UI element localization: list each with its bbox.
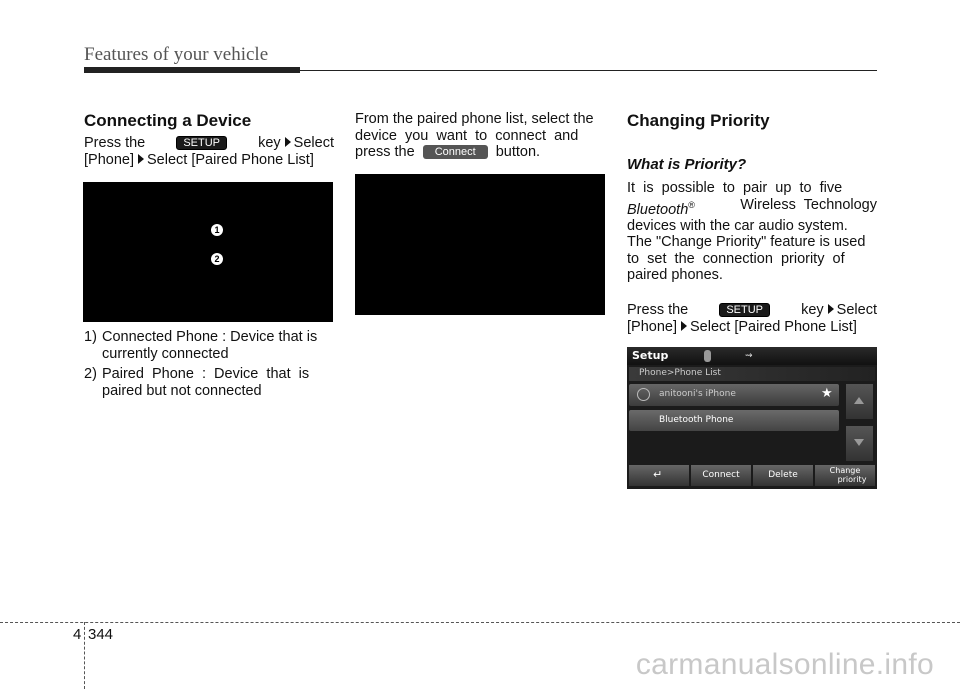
delete-button[interactable]: Delete bbox=[753, 465, 813, 486]
list-item-label: anitooni's iPhone bbox=[659, 389, 736, 399]
list-item-iphone[interactable] bbox=[629, 384, 839, 406]
setup-key-badge: SETUP bbox=[719, 303, 770, 317]
setup-key-badge: SETUP bbox=[176, 136, 227, 150]
connect-screen-image bbox=[355, 174, 605, 315]
list-item-bluetooth-phone[interactable] bbox=[629, 410, 839, 431]
callout-marker-2: 2 bbox=[211, 253, 223, 265]
watermark: carmanualsonline.info bbox=[635, 648, 934, 681]
connect-button[interactable]: Connect bbox=[691, 465, 751, 486]
arrow-right-icon bbox=[681, 321, 687, 331]
what-is-priority-subheading: What is Priority? bbox=[627, 156, 747, 173]
col1-instruction-line2: [Phone] Select [Paired Phone List] bbox=[84, 152, 314, 168]
header-rule-thin bbox=[300, 70, 877, 71]
usb-icon: ⇝ bbox=[745, 351, 753, 361]
list-item-label: Bluetooth Phone bbox=[659, 415, 734, 425]
breadcrumb: Phone>Phone List bbox=[639, 368, 721, 378]
col2-paragraph: From the paired phone list, select the device you want to connect and press the Connect button. bbox=[355, 111, 594, 160]
back-button[interactable] bbox=[629, 465, 689, 486]
setup-title: Setup bbox=[632, 349, 669, 362]
back-arrow-icon: ↵ bbox=[653, 468, 663, 481]
note-2: 2) Paired Phone : Device that is paired but not connected bbox=[84, 366, 310, 399]
setup-phone-list-screen bbox=[627, 347, 877, 489]
arrow-right-icon bbox=[285, 137, 291, 147]
setup-title-bar bbox=[627, 347, 877, 365]
arrow-right-icon bbox=[138, 154, 144, 164]
chevron-up-icon bbox=[854, 397, 864, 404]
header-rule-thick bbox=[84, 67, 300, 73]
scroll-up-button[interactable] bbox=[846, 384, 873, 419]
page-header-title: Features of your vehicle bbox=[84, 44, 269, 65]
changing-priority-heading: Changing Priority bbox=[627, 111, 770, 130]
connect-key-badge: Connect bbox=[423, 145, 488, 159]
play-icon bbox=[637, 388, 650, 401]
star-icon: ★ bbox=[821, 386, 833, 401]
chevron-down-icon bbox=[854, 439, 864, 446]
priority-paragraph: It is possible to pair up to five Bluetooth® Wireless Technology devices with the car audio system. The "Change Priority" feature is used to set the connection priority of paired phones. bbox=[627, 180, 877, 284]
connecting-heading: Connecting a Device bbox=[84, 111, 252, 130]
chapter-number: 4 bbox=[73, 626, 82, 643]
bluetooth-icon bbox=[704, 350, 711, 362]
footer-rule bbox=[0, 622, 960, 623]
breadcrumb-bar bbox=[629, 367, 875, 381]
page-number: 344 bbox=[88, 626, 114, 643]
arrow-right-icon bbox=[828, 304, 834, 314]
change-priority-button[interactable]: Change priority bbox=[815, 465, 875, 486]
footer-separator bbox=[84, 622, 85, 689]
scroll-down-button[interactable] bbox=[846, 426, 873, 461]
phone-list-screen-image bbox=[83, 182, 333, 322]
col1-instruction-line1: Press the SETUP key Select bbox=[84, 135, 334, 151]
col3-instruction-line2: [Phone] Select [Paired Phone List] bbox=[627, 319, 857, 335]
callout-marker-1: 1 bbox=[211, 224, 223, 236]
note-1: 1) Connected Phone : Device that is currently connected bbox=[84, 329, 318, 362]
col3-instruction-line1: Press the SETUP key Select bbox=[627, 302, 877, 318]
